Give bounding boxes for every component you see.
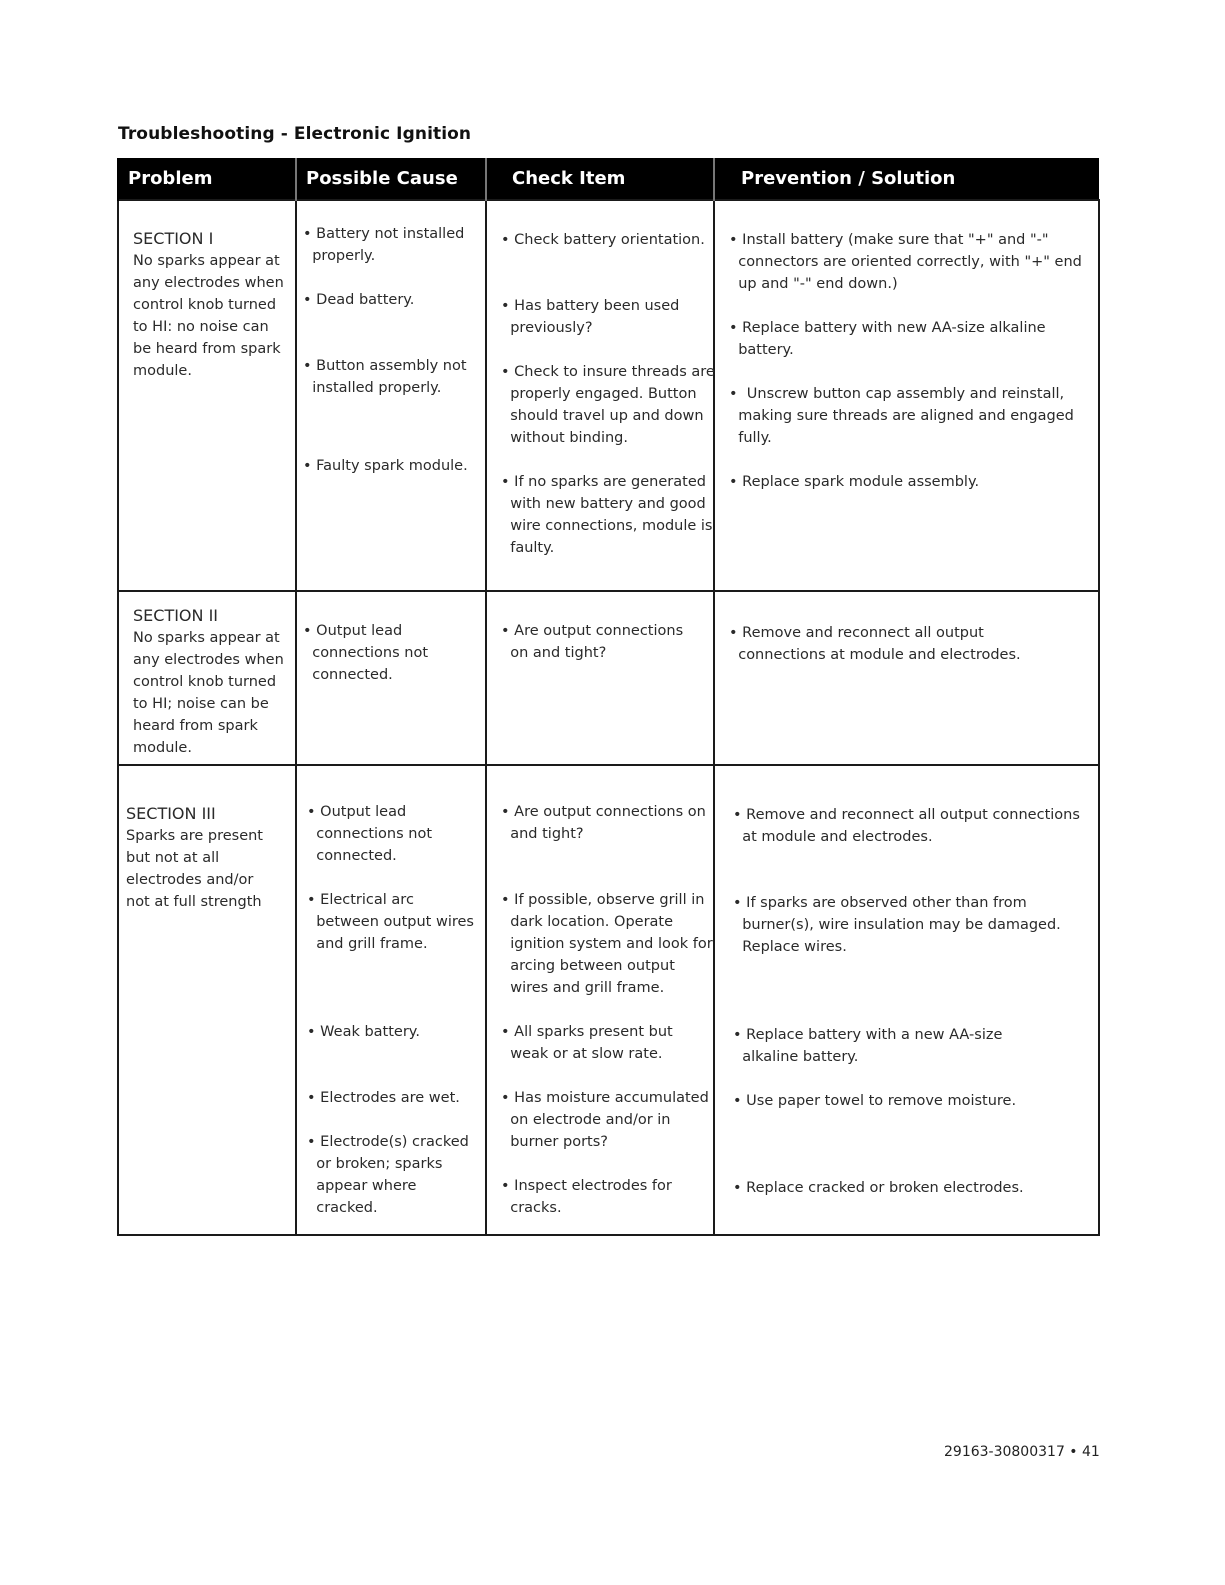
cause-line: connections not [303,645,429,661]
check-line: • All sparks present but [501,1024,673,1040]
problem-line: electrodes and/or [126,872,254,888]
cause-line: properly. [303,248,376,264]
cause-line: • Button assembly not [303,358,467,374]
check-line: • Are output connections [501,623,684,639]
solution-line: • Replace spark module assembly. [729,474,980,490]
solution-line: • Install battery (make sure that "+" and "-" [729,232,1049,248]
problem-line: any electrodes when [133,652,284,668]
cause-line: installed properly. [303,380,442,396]
check-line: faulty. [501,540,555,556]
check-line: should travel up and down [501,408,704,424]
problem-cell [118,200,296,591]
solution-line: making sure threads are aligned and engaged [729,408,1074,424]
solution-cell [714,591,1099,765]
check-cell [486,200,714,591]
troubleshooting-table [117,158,1100,1236]
cause-line: appear where [307,1178,417,1194]
check-line: wires and grill frame. [501,980,665,996]
solution-line: battery. [729,342,794,358]
check-line: wire connections, module is [501,518,713,534]
header-prevention-solution: Prevention / Solution [714,158,1099,200]
table-row [118,765,1099,1235]
problem-line: to HI; noise can be [133,696,269,712]
problem-cell [118,765,296,1235]
solution-line: burner(s), wire insulation may be damaged. [733,917,1061,933]
problem-line: to HI: no noise can [133,319,269,335]
problem-line: module. [133,740,192,756]
check-line: • Inspect electrodes for [501,1178,672,1194]
cause-line: • Electrode(s) cracked [307,1134,469,1150]
solution-line: connections at module and electrodes. [729,647,1021,663]
cause-cell [296,200,486,591]
table-row [118,591,1099,765]
problem-line: be heard from spark [133,341,281,357]
problem-line: any electrodes when [133,275,284,291]
cause-line: connected. [307,848,397,864]
cause-line: • Battery not installed [303,226,465,242]
cause-line: • Dead battery. [303,292,415,308]
page-number: 29163-30800317 • 41 [944,1444,1100,1460]
cause-line: • Output lead [307,804,407,820]
table-row [118,200,1099,591]
cause-line: cracked. [307,1200,378,1216]
solution-line: alkaline battery. [733,1049,859,1065]
solution-line: • Replace battery with a new AA-size [733,1027,1003,1043]
problem-line: not at full strength [126,894,262,910]
check-line: on electrode and/or in [501,1112,671,1128]
check-line: and tight? [501,826,584,842]
check-line: ignition system and look for [501,936,713,952]
solution-line: up and "-" end down.) [729,276,898,292]
section-heading: SECTION I [133,229,214,248]
problem-cell [118,591,296,765]
solution-line: at module and electrodes. [733,829,933,845]
page-title: Troubleshooting - Electronic Ignition [118,124,472,144]
solution-cell [714,765,1099,1235]
table-header-row [118,158,1099,200]
cause-line: and grill frame. [307,936,428,952]
problem-line: control knob turned [133,297,277,313]
solution-line: Replace wires. [733,939,847,955]
check-line: arcing between output [501,958,675,974]
header-problem: Problem [118,158,296,200]
cause-line: • Faulty spark module. [303,458,468,474]
solution-cell [714,200,1099,591]
cause-cell [296,591,486,765]
section-heading: SECTION III [126,804,216,823]
cause-line: or broken; sparks [307,1156,443,1172]
check-line: without binding. [501,430,628,446]
cause-line: • Electrical arc [307,892,414,908]
check-line: • Has battery been used [501,298,680,314]
cause-line: connections not [307,826,433,842]
check-line: burner ports? [501,1134,608,1150]
solution-line: fully. [729,430,772,446]
check-cell [486,765,714,1235]
check-line: • Check battery orientation. [501,232,705,248]
cause-line: • Electrodes are wet. [307,1090,460,1106]
check-line: • If no sparks are generated [501,474,706,490]
solution-line: • Remove and reconnect all output connections [733,807,1080,823]
check-line: properly engaged. Button [501,386,697,402]
section-heading: SECTION II [133,606,219,625]
problem-line: control knob turned [133,674,277,690]
problem-line: heard from spark [133,718,258,734]
cause-line: connected. [303,667,393,683]
check-line: • Has moisture accumulated [501,1090,709,1106]
solution-line: • Replace battery with new AA-size alkaline [729,320,1046,336]
problem-line: but not at all [126,850,220,866]
check-line: weak or at slow rate. [501,1046,663,1062]
solution-line: • If sparks are observed other than from [733,895,1027,911]
problem-line: No sparks appear at [133,253,280,269]
cause-line: • Output lead [303,623,403,639]
check-line: • If possible, observe grill in [501,892,705,908]
check-line: with new battery and good [501,496,706,512]
problem-line: module. [133,363,192,379]
solution-line: • Remove and reconnect all output [729,625,984,641]
check-line: • Check to insure threads are [501,364,715,380]
solution-line: • Replace cracked or broken electrodes. [733,1180,1024,1196]
check-line: • Are output connections on [501,804,706,820]
solution-line: connectors are oriented correctly, with "+" end [729,254,1082,270]
check-line: dark location. Operate [501,914,674,930]
header-check-item: Check Item [486,158,714,200]
problem-line: Sparks are present [126,828,263,844]
cause-cell [296,765,486,1235]
problem-line: No sparks appear at [133,630,280,646]
check-line: on and tight? [501,645,607,661]
header-possible-cause: Possible Cause [296,158,486,200]
solution-line: • Use paper towel to remove moisture. [733,1093,1017,1109]
solution-line: • Unscrew button cap assembly and reinstall, [729,386,1065,402]
check-cell [486,591,714,765]
cause-line: • Weak battery. [307,1024,420,1040]
check-line: cracks. [501,1200,562,1216]
cause-line: between output wires [307,914,474,930]
check-line: previously? [501,320,593,336]
